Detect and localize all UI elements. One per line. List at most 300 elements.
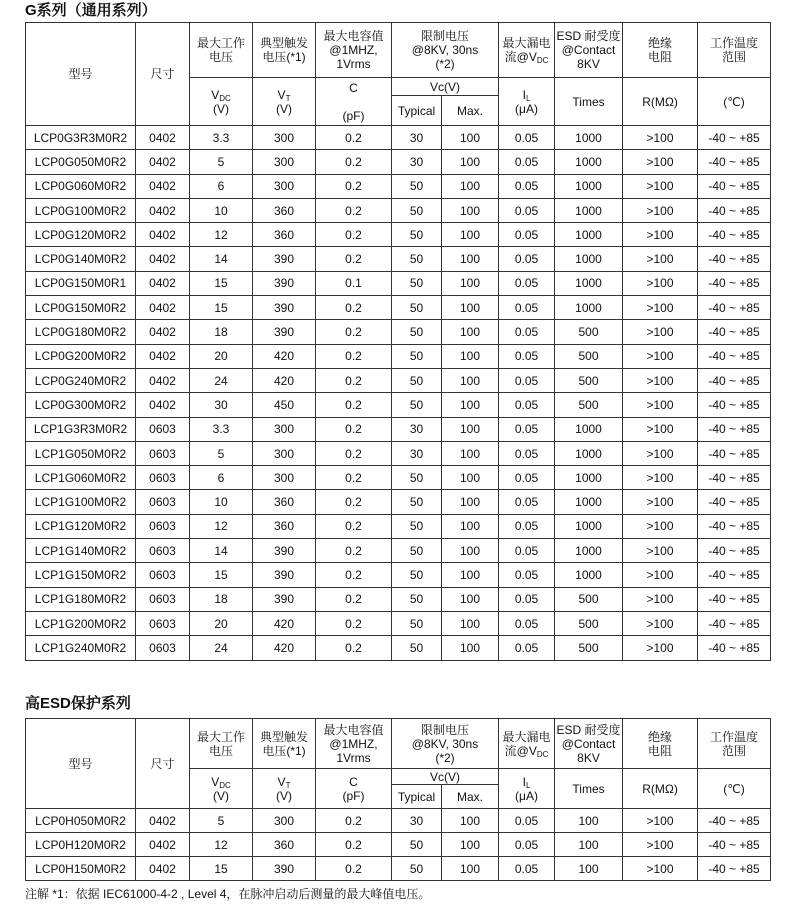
table-cell: 0.2 [316,587,392,611]
table-cell: -40 ~ +85 [698,833,771,857]
table-cell: 50 [392,296,442,320]
table-cell: 18 [190,320,253,344]
table-cell: 30 [392,441,442,465]
table-cell: 50 [392,833,442,857]
table-cell: -40 ~ +85 [698,296,771,320]
table-cell: 0.2 [316,174,392,198]
table-cell: >100 [623,417,698,441]
table-cell: LCP0H120M0R2 [26,833,136,857]
table-cell: 0603 [136,636,190,660]
table-cell: 0.05 [499,223,555,247]
table-cell: 15 [190,563,253,587]
table-cell: 300 [253,466,316,490]
unit-times: Times [555,769,623,809]
table-cell: 0.1 [316,271,392,295]
table-cell: 100 [442,223,499,247]
table-cell: 0.2 [316,563,392,587]
table-cell: 300 [253,809,316,833]
table-cell: 14 [190,247,253,271]
table-cell: >100 [623,198,698,222]
unit-max: Max. [442,96,499,126]
table-cell: >100 [623,174,698,198]
table-cell: LCP0G140M0R2 [26,247,136,271]
table-cell: 0.2 [316,514,392,538]
table-cell: 0603 [136,514,190,538]
table-cell: -40 ~ +85 [698,150,771,174]
table-cell: 0.05 [499,857,555,881]
unit-r: R(MΩ) [623,769,698,809]
table-cell: >100 [623,587,698,611]
table-cell: -40 ~ +85 [698,539,771,563]
header-model: 型号 [26,23,136,126]
table-row [26,539,771,563]
table-cell: 390 [253,563,316,587]
table-cell: 0402 [136,320,190,344]
unit-vc: Vc(V) [392,769,499,785]
table-row [26,417,771,441]
table-cell: 0402 [136,833,190,857]
table-cell: 50 [392,490,442,514]
table-cell: >100 [623,368,698,392]
table-cell: 100 [442,417,499,441]
table-cell: -40 ~ +85 [698,587,771,611]
table-cell: 0402 [136,857,190,881]
table-cell: 1000 [555,490,623,514]
table-cell: 50 [392,174,442,198]
table-cell: >100 [623,126,698,150]
table-cell: 100 [442,611,499,635]
table-cell: LCP1G120M0R2 [26,514,136,538]
table-cell: LCP0G200M0R2 [26,344,136,368]
table-cell: 12 [190,833,253,857]
table-cell: 50 [392,198,442,222]
table-cell: 0.05 [499,417,555,441]
table-cell: 0402 [136,368,190,392]
table-cell: 390 [253,539,316,563]
table-cell: 0.05 [499,126,555,150]
table-cell: 100 [442,126,499,150]
g-series-title: G系列（通用系列） [25,2,157,19]
unit-temp: (℃) [698,78,771,126]
table-cell: 100 [442,587,499,611]
table-cell: 0.2 [316,611,392,635]
high-esd-series-body [26,809,771,881]
table-row [26,150,771,174]
unit-vt: $V_T$ (V) [253,78,316,126]
table-cell: -40 ~ +85 [698,857,771,881]
unit-r: R(MΩ) [623,78,698,126]
unit-max: Max. [442,785,499,809]
table-cell: 0603 [136,441,190,465]
header-max-capacitance: 最大电容值 @1MHZ, 1Vrms [316,23,392,78]
table-cell: 100 [442,271,499,295]
table-cell: 18 [190,587,253,611]
table-cell: 390 [253,857,316,881]
table-cell: -40 ~ +85 [698,809,771,833]
table-cell: 0603 [136,539,190,563]
table-cell: 50 [392,271,442,295]
table-cell: >100 [623,223,698,247]
table-cell: 3.3 [190,417,253,441]
table-row [26,368,771,392]
table-cell: LCP1G060M0R2 [26,466,136,490]
table-cell: 20 [190,611,253,635]
table-cell: 50 [392,563,442,587]
table-row [26,587,771,611]
table-cell: >100 [623,490,698,514]
table-cell: >100 [623,150,698,174]
table-cell: 1000 [555,271,623,295]
table-cell: >100 [623,466,698,490]
table-cell: 0.05 [499,174,555,198]
table-cell: -40 ~ +85 [698,393,771,417]
table-cell: 0.05 [499,368,555,392]
table-cell: 50 [392,223,442,247]
table-cell: 360 [253,223,316,247]
table-cell: 420 [253,611,316,635]
table-cell: LCP1G050M0R2 [26,441,136,465]
table-cell: 12 [190,223,253,247]
table-cell: 1000 [555,296,623,320]
table-cell: 1000 [555,466,623,490]
table-cell: 1000 [555,247,623,271]
table-cell: >100 [623,393,698,417]
table-cell: 1000 [555,441,623,465]
header-esd: ESD 耐受度 @Contact 8KV [555,23,623,78]
table-cell: 1000 [555,563,623,587]
table-cell: 100 [442,320,499,344]
header-esd: ESD 耐受度 @Contact 8KV [555,719,623,769]
table-cell: 0.2 [316,809,392,833]
table-cell: 30 [190,393,253,417]
table-cell: 0.2 [316,393,392,417]
header-model: 型号 [26,719,136,809]
table-cell: 100 [442,563,499,587]
table-cell: 100 [555,857,623,881]
table-cell: 390 [253,320,316,344]
table-cell: 100 [442,539,499,563]
table-cell: >100 [623,539,698,563]
table-cell: 20 [190,344,253,368]
table-cell: 0402 [136,296,190,320]
header-size: 尺寸 [136,23,190,126]
table-cell: 0.05 [499,441,555,465]
table-cell: 0.05 [499,636,555,660]
table-cell: 360 [253,514,316,538]
table-cell: LCP0G050M0R2 [26,150,136,174]
table-cell: 50 [392,344,442,368]
table-cell: 500 [555,636,623,660]
table-cell: 300 [253,126,316,150]
table-row [26,833,771,857]
table-cell: -40 ~ +85 [698,611,771,635]
table-cell: 100 [442,344,499,368]
table-cell: 360 [253,833,316,857]
table-cell: 100 [442,441,499,465]
table-cell: -40 ~ +85 [698,344,771,368]
table-row [26,809,771,833]
table-cell: >100 [623,514,698,538]
table-cell: 50 [392,247,442,271]
table-cell: 0.05 [499,587,555,611]
table-cell: 500 [555,587,623,611]
table-cell: 0402 [136,150,190,174]
table-row [26,490,771,514]
table-cell: LCP0H150M0R2 [26,857,136,881]
table-cell: LCP1G150M0R2 [26,563,136,587]
table-cell: 3.3 [190,126,253,150]
table-cell: -40 ~ +85 [698,271,771,295]
table-cell: 100 [442,490,499,514]
table-cell: 1000 [555,198,623,222]
header-clamp-voltage: 限制电压 @8KV, 30ns (*2) [392,719,499,769]
table-row [26,296,771,320]
table-cell: 50 [392,539,442,563]
header-leakage: 最大漏电 流$@V_{DC}$ [499,719,555,769]
table-row [26,466,771,490]
table-cell: 1000 [555,514,623,538]
table-cell: 100 [442,514,499,538]
table-row [26,271,771,295]
table-cell: 0.05 [499,490,555,514]
table-cell: LCP0G180M0R2 [26,320,136,344]
table-cell: 390 [253,587,316,611]
table-cell: 0.2 [316,320,392,344]
table-cell: LCP1G100M0R2 [26,490,136,514]
table-cell: 1000 [555,539,623,563]
table-cell: 420 [253,344,316,368]
table-row [26,611,771,635]
table-cell: LCP1G200M0R2 [26,611,136,635]
table-cell: 50 [392,466,442,490]
header-temp: 工作温度 范围 [698,23,771,78]
table-cell: >100 [623,833,698,857]
table-cell: 30 [392,126,442,150]
table-cell: >100 [623,344,698,368]
table-cell: LCP0G150M0R1 [26,271,136,295]
table-cell: 100 [442,809,499,833]
table-cell: LCP1G3R3M0R2 [26,417,136,441]
table-cell: 100 [442,150,499,174]
table-cell: 100 [442,296,499,320]
table-cell: 0.2 [316,223,392,247]
table-cell: 100 [442,393,499,417]
table-cell: 0.2 [316,417,392,441]
table-cell: LCP0G100M0R2 [26,198,136,222]
table-cell: 500 [555,344,623,368]
table-cell: 0402 [136,393,190,417]
table-cell: >100 [623,857,698,881]
header-size: 尺寸 [136,719,190,809]
table-cell: LCP0G3R3M0R2 [26,126,136,150]
table-row [26,223,771,247]
unit-il: $I_L$ (μA) [499,78,555,126]
table-cell: LCP0G150M0R2 [26,296,136,320]
table-row [26,247,771,271]
table-cell: LCP0G120M0R2 [26,223,136,247]
table-row [26,393,771,417]
table-cell: 100 [442,174,499,198]
table-cell: 0.05 [499,271,555,295]
table-cell: 0.05 [499,466,555,490]
table-cell: 0603 [136,417,190,441]
table-cell: 0.05 [499,344,555,368]
unit-il: $I_L$ (μA) [499,769,555,809]
table-cell: 420 [253,636,316,660]
table-cell: 300 [253,441,316,465]
table-cell: 1000 [555,174,623,198]
table-cell: 1000 [555,150,623,174]
table-cell: -40 ~ +85 [698,636,771,660]
table-cell: 100 [442,198,499,222]
header-clamp-voltage: 限制电压 @8KV, 30ns (*2) [392,23,499,78]
table-cell: 360 [253,198,316,222]
table-cell: 300 [253,174,316,198]
table-cell: 6 [190,174,253,198]
table-cell: 30 [392,150,442,174]
footnote: 注解 *1：依据 IEC61000-4-2 , Level 4，在脉冲启动后测量的最大峰值电压。 [25,887,431,901]
table-cell: 50 [392,368,442,392]
header-max-capacitance: 最大电容值 @1MHZ, 1Vrms [316,719,392,769]
table-cell: 500 [555,320,623,344]
table-cell: -40 ~ +85 [698,441,771,465]
table-row [26,320,771,344]
table-cell: 0402 [136,247,190,271]
header-temp: 工作温度 范围 [698,719,771,769]
table-cell: 0402 [136,223,190,247]
table-cell: LCP0G060M0R2 [26,174,136,198]
table-cell: 14 [190,539,253,563]
table-cell: 10 [190,490,253,514]
table-cell: -40 ~ +85 [698,198,771,222]
table-cell: 360 [253,490,316,514]
table-cell: -40 ~ +85 [698,247,771,271]
table-cell: 0.2 [316,344,392,368]
table-cell: 0402 [136,174,190,198]
table-cell: 0402 [136,126,190,150]
table-cell: 24 [190,368,253,392]
table-cell: -40 ~ +85 [698,417,771,441]
unit-typical: Typical [392,96,442,126]
table-cell: 10 [190,198,253,222]
table-cell: 450 [253,393,316,417]
table-cell: 0.2 [316,247,392,271]
table-cell: 500 [555,611,623,635]
table-cell: 0.05 [499,514,555,538]
unit-vdc: $V_{DC}$ (V) [190,78,253,126]
table-cell: LCP1G180M0R2 [26,587,136,611]
table-cell: -40 ~ +85 [698,223,771,247]
table-cell: 5 [190,441,253,465]
table-cell: 1000 [555,223,623,247]
table-cell: 0402 [136,198,190,222]
table-cell: LCP0G300M0R2 [26,393,136,417]
table-cell: -40 ~ +85 [698,490,771,514]
header-max-voltage: 最大工作 电压 [190,719,253,769]
table-cell: 50 [392,611,442,635]
table-cell: >100 [623,247,698,271]
table-cell: 300 [253,417,316,441]
unit-typical: Typical [392,785,442,809]
table-cell: LCP0H050M0R2 [26,809,136,833]
table-cell: 50 [392,320,442,344]
table-cell: 0.05 [499,809,555,833]
table-cell: >100 [623,563,698,587]
table-cell: 0.2 [316,441,392,465]
table-cell: 0.2 [316,490,392,514]
table-cell: 0603 [136,563,190,587]
unit-temp: (℃) [698,769,771,809]
table-cell: 0.05 [499,393,555,417]
table-cell: 100 [442,857,499,881]
table-cell: 0603 [136,587,190,611]
table-cell: 0.05 [499,611,555,635]
table-cell: 0.2 [316,126,392,150]
table-cell: 1000 [555,417,623,441]
unit-vdc: $V_{DC}$ (V) [190,769,253,809]
table-cell: 0.05 [499,833,555,857]
table-cell: 100 [442,636,499,660]
table-cell: 0.2 [316,198,392,222]
table-cell: 0.05 [499,150,555,174]
table-cell: 300 [253,150,316,174]
table-cell: >100 [623,296,698,320]
table-cell: 50 [392,587,442,611]
g-series-body [26,126,771,661]
table-cell: 0402 [136,809,190,833]
table-cell: 50 [392,393,442,417]
table-row [26,636,771,660]
table-cell: >100 [623,809,698,833]
table-row [26,857,771,881]
table-cell: 0.05 [499,198,555,222]
table-cell: >100 [623,271,698,295]
table-cell: 0.2 [316,296,392,320]
table-cell: >100 [623,636,698,660]
table-cell: LCP0G240M0R2 [26,368,136,392]
table-cell: 5 [190,809,253,833]
table-cell: 420 [253,368,316,392]
table-cell: 0.05 [499,563,555,587]
high-esd-series-title: 高ESD保护系列 [25,695,131,712]
table-cell: -40 ~ +85 [698,320,771,344]
table-cell: 0.2 [316,636,392,660]
table-row [26,514,771,538]
table-cell: -40 ~ +85 [698,368,771,392]
table-row [26,441,771,465]
table-row [26,344,771,368]
table-cell: -40 ~ +85 [698,514,771,538]
table-cell: 0402 [136,271,190,295]
table-cell: -40 ~ +85 [698,466,771,490]
table-cell: 390 [253,296,316,320]
table-cell: 50 [392,636,442,660]
table-cell: -40 ~ +85 [698,174,771,198]
header-leakage: 最大漏电 流$@V_{DC}$ [499,23,555,78]
g-series-table [25,22,771,661]
unit-vt: $V_T$ (V) [253,769,316,809]
table-cell: 100 [442,368,499,392]
table-cell: -40 ~ +85 [698,126,771,150]
table-cell: 15 [190,857,253,881]
table-cell: 30 [392,809,442,833]
header-trigger-voltage: 典型触发 电压(*1) [253,23,316,78]
table-row [26,198,771,222]
high-esd-series-table [25,718,771,881]
header-insulation: 绝缘 电阻 [623,719,698,769]
table-cell: -40 ~ +85 [698,563,771,587]
header-max-voltage: 最大工作 电压 [190,23,253,78]
